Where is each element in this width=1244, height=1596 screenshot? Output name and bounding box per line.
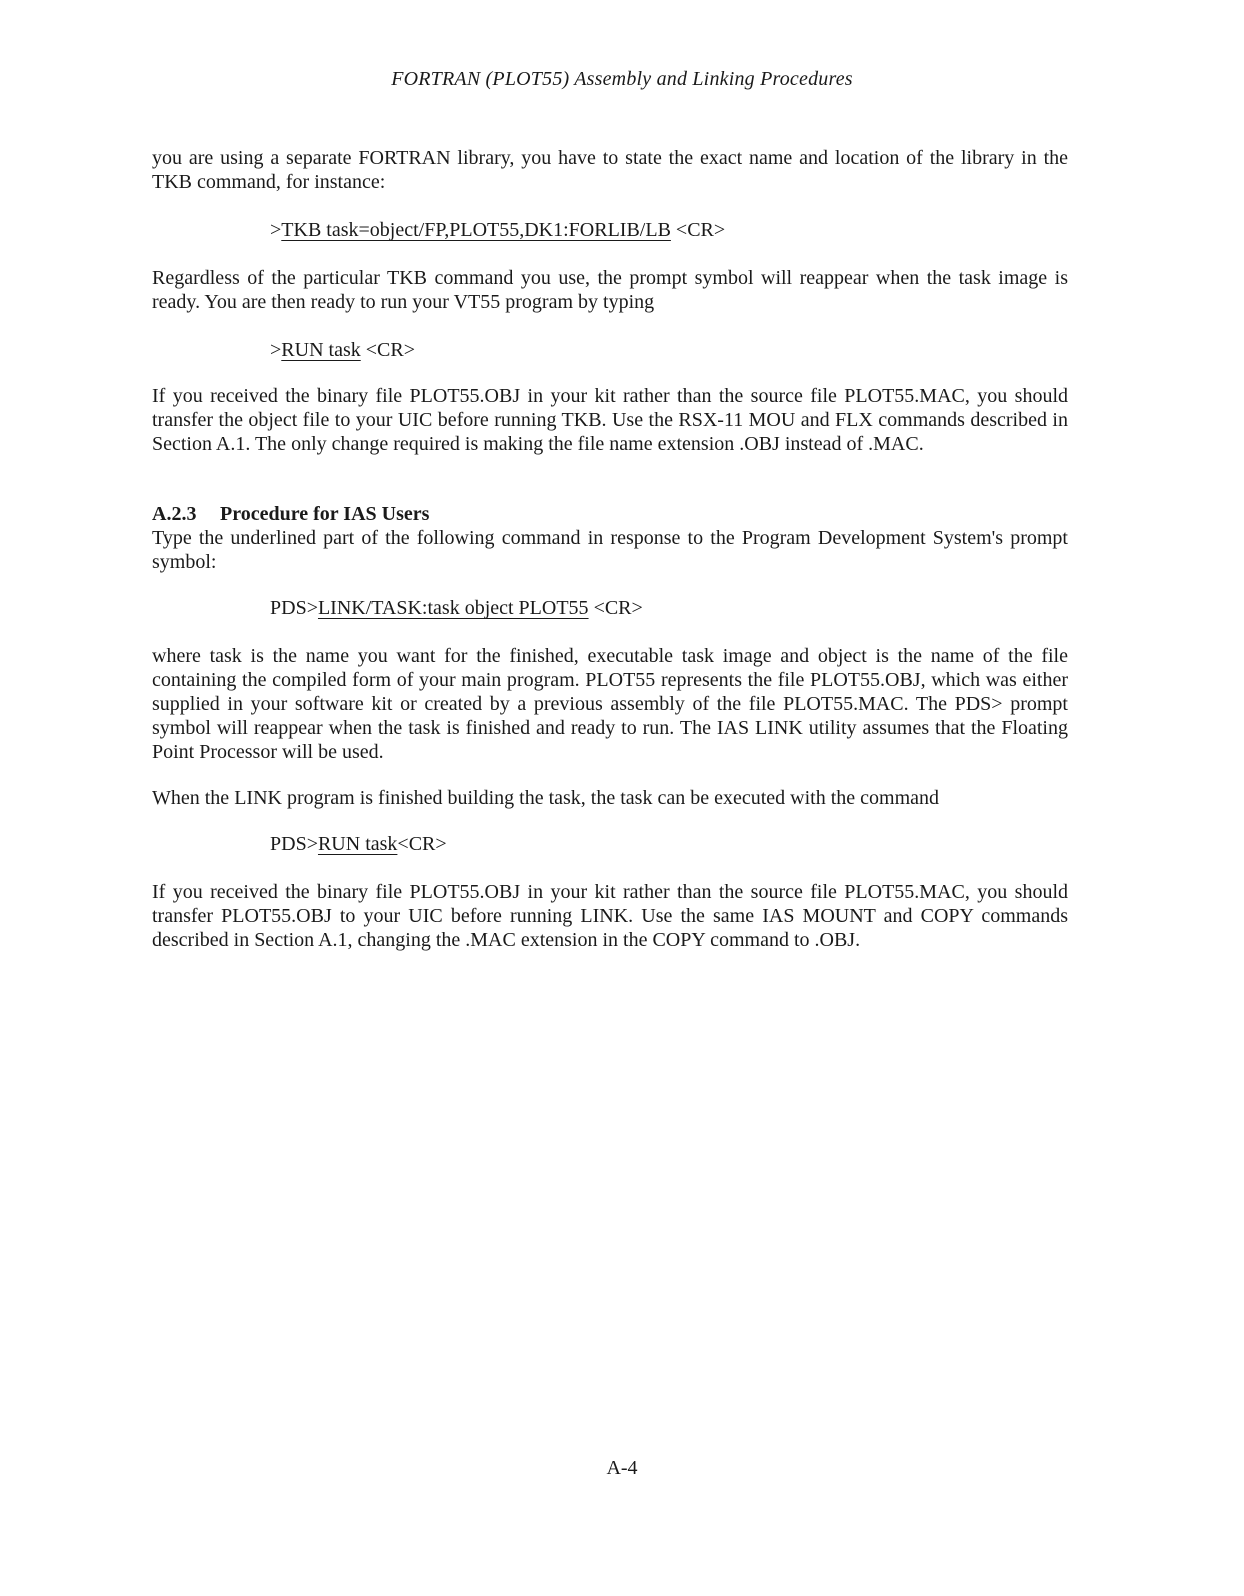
command-prompt: PDS> [270,597,318,619]
paragraph-fortran-library [152,146,1068,194]
paragraph-binary-file-rsx [152,384,1068,456]
command-prompt: > [270,339,282,361]
command-suffix: <CR> [360,339,415,361]
paragraph-text: If you received the binary file PLOT55.OBJ in your kit rather than the source file PLOT55.MAC, you should transfer the object file to your UIC before running TKB. Use the RSX-11 MOU and FLX commands described in Section A.1. The only change required is making the file name extension .OBJ instead of .MAC. [152,385,1068,455]
paragraph-text: Regardless of the particular TKB command you use, the prompt symbol will reappear when the task image is ready. You are then ready to run your VT55 program by typing [152,267,1068,313]
command-prompt: PDS> [270,833,318,855]
page-number: A-4 [606,1457,638,1479]
section-number: A.2.3 [152,503,197,525]
paragraph-text: Type the underlined part of the following command in response to the Program Development System's prompt symbol: [152,527,1068,573]
paragraph-prompt-reappear [152,266,1068,314]
paragraph-text: When the LINK program is finished building the task, the task can be executed with the command [152,787,940,809]
command-link [270,596,643,620]
command-tkb [270,218,725,242]
paragraph-text: you are using a separate FORTRAN library, you have to state the exact name and location of the library in the TKB command, for instance: [152,147,1068,193]
paragraph-link-finished [152,786,1068,810]
command-underlined: TKB task=object/FP,PLOT55,DK1:FORLIB/LB [281,219,671,241]
command-run-task [270,338,415,362]
paragraph-type-underlined [152,526,1068,574]
command-underlined: RUN task [281,339,361,361]
section-heading [152,502,429,526]
command-suffix: <CR> [670,219,726,241]
command-underlined: LINK/TASK:task object PLOT55 [317,597,589,619]
paragraph-text: where task is the name you want for the finished, executable task image and object is the name of the file containing the compiled form of your main program. PLOT55 represents the file PLOT55.OBJ, which was either supplied in your software kit or created by a previous assembly of the file PLOT55.MAC. The PDS> prompt symbol will reappear when the task is finished and ready to run. The IAS LINK utility assumes that the Floating Point Processor will be used. [152,645,1068,763]
paragraph-task-object [152,644,1068,764]
command-suffix: <CR> [588,597,643,619]
command-suffix: <CR> [397,833,447,855]
paragraph-text: If you received the binary file PLOT55.OBJ in your kit rather than the source file PLOT55.MAC, you should transfer PLOT55.OBJ to your UIC before running LINK. Use the same IAS MOUNT and COPY commands described in Section A.1, changing the .MAC extension in the COPY command to .OBJ. [152,881,1068,951]
command-pds-run-task [270,832,447,856]
running-header: FORTRAN (PLOT55) Assembly and Linking Procedures [391,68,853,90]
command-underlined: RUN task [317,833,398,855]
command-prompt: > [270,219,282,241]
section-title: Procedure for IAS Users [220,503,430,525]
paragraph-binary-file-ias [152,880,1068,952]
